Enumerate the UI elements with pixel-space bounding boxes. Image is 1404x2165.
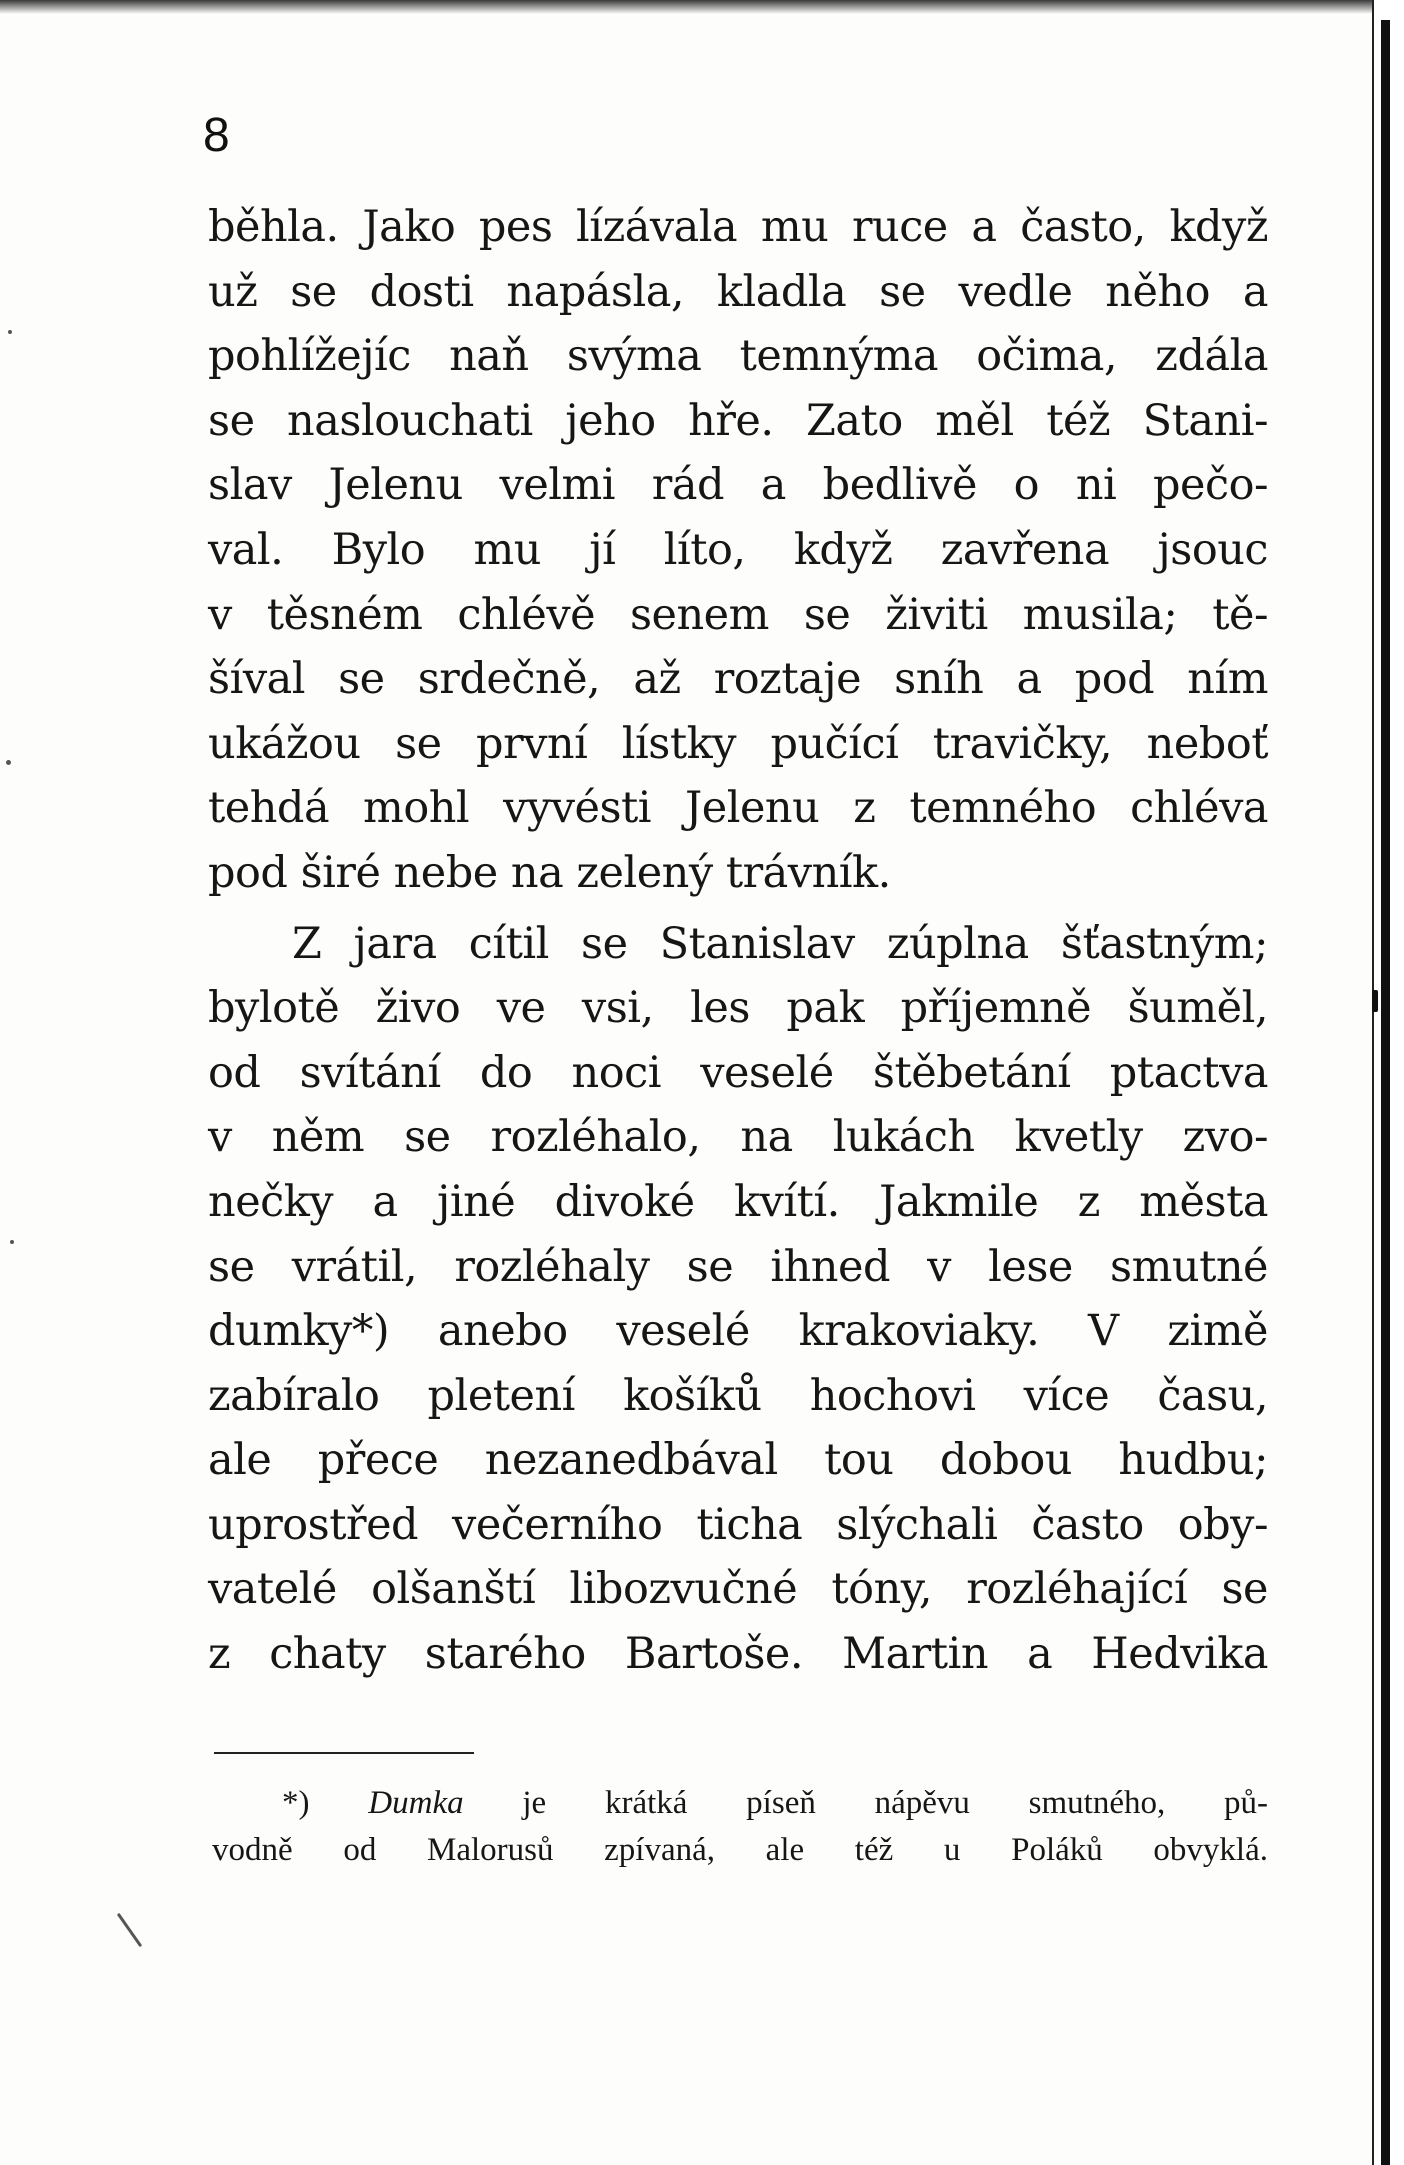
scan-speck xyxy=(10,1240,14,1244)
scan-speck xyxy=(1372,990,1378,1012)
footnote-marker: *) xyxy=(282,1785,310,1821)
binding-edge-thin xyxy=(1372,0,1374,2165)
text-line: tehdá mohl vyvésti Jelenu z temného chléva xyxy=(208,783,1268,834)
text-line: nečky a jiné divoké kvítí. Jakmile z města xyxy=(208,1176,1268,1227)
text-line: dumky*) anebo veselé krakoviaky. V zimě xyxy=(208,1306,1268,1357)
text-line: v něm se rozléhalo, na lukách kvetly zvo- xyxy=(208,1112,1268,1163)
text-line: z chaty starého Bartoše. Martin a Hedvika xyxy=(208,1629,1268,1680)
text-line: se vrátil, rozléhaly se ihned v lese smutné xyxy=(208,1241,1268,1292)
footnote-text: je krátká píseň nápěvu smutného, pů- xyxy=(522,1785,1269,1821)
scan-scratch xyxy=(117,1913,142,1947)
text-line: val. Bylo mu jí líto, když zavřena jsouc xyxy=(208,524,1268,575)
binding-edge xyxy=(1381,20,1390,2165)
text-line: od svítání do noci veselé štěbetání ptactva xyxy=(208,1047,1268,1098)
text-line: bylotě živo ve vsi, les pak příjemně šuměl, xyxy=(208,983,1268,1034)
footnote-line: vodně od Malorusů zpívaná, ale též u Poláků obvyklá. xyxy=(212,1832,1268,1868)
text-line: běhla. Jako pes lízávala mu ruce a často, když xyxy=(208,202,1268,252)
footnote-divider xyxy=(214,1752,474,1754)
footnote xyxy=(212,1780,1268,1874)
text-line: se naslouchati jeho hře. Zato měl též Stani- xyxy=(208,395,1268,446)
text-line: pod širé nebe na zelený trávník. xyxy=(208,847,891,898)
scan-top-shadow xyxy=(0,0,1404,14)
text-line: pohlížejíc naň svýma temnýma očima, zdála xyxy=(208,331,1268,382)
text-line: už se dosti napásla, kladla se vedle něho a xyxy=(208,266,1268,317)
text-line: v těsném chlévě senem se živiti musila; tě- xyxy=(208,589,1268,640)
paragraph-2 xyxy=(208,912,1268,1687)
body-text xyxy=(208,195,1268,1687)
scan-speck xyxy=(6,760,11,765)
text-line: ale přece nezanedbával tou dobou hudbu; xyxy=(208,1435,1268,1486)
text-line: uprostřed večerního ticha slýchali často oby- xyxy=(208,1499,1268,1550)
text-line: Z jara cítil se Stanislav zúplna šťastným; xyxy=(292,918,1268,969)
footnote-term: Dumka xyxy=(368,1785,464,1821)
scan-speck xyxy=(8,330,12,334)
text-line: zabíralo pletení košíků hochovi více času, xyxy=(208,1370,1268,1421)
page-number: 8 xyxy=(203,109,230,162)
text-line: šíval se srdečně, až roztaje sníh a pod ním xyxy=(208,654,1268,705)
footnote-line xyxy=(212,1780,1268,1827)
paragraph-1 xyxy=(208,195,1268,906)
text-line: vatelé olšanští libozvučné tóny, rozléhající se xyxy=(208,1564,1268,1615)
text-line: slav Jelenu velmi rád a bedlivě o ni pečo- xyxy=(208,460,1268,511)
text-line: ukážou se první lístky pučící travičky, neboť xyxy=(208,718,1268,769)
